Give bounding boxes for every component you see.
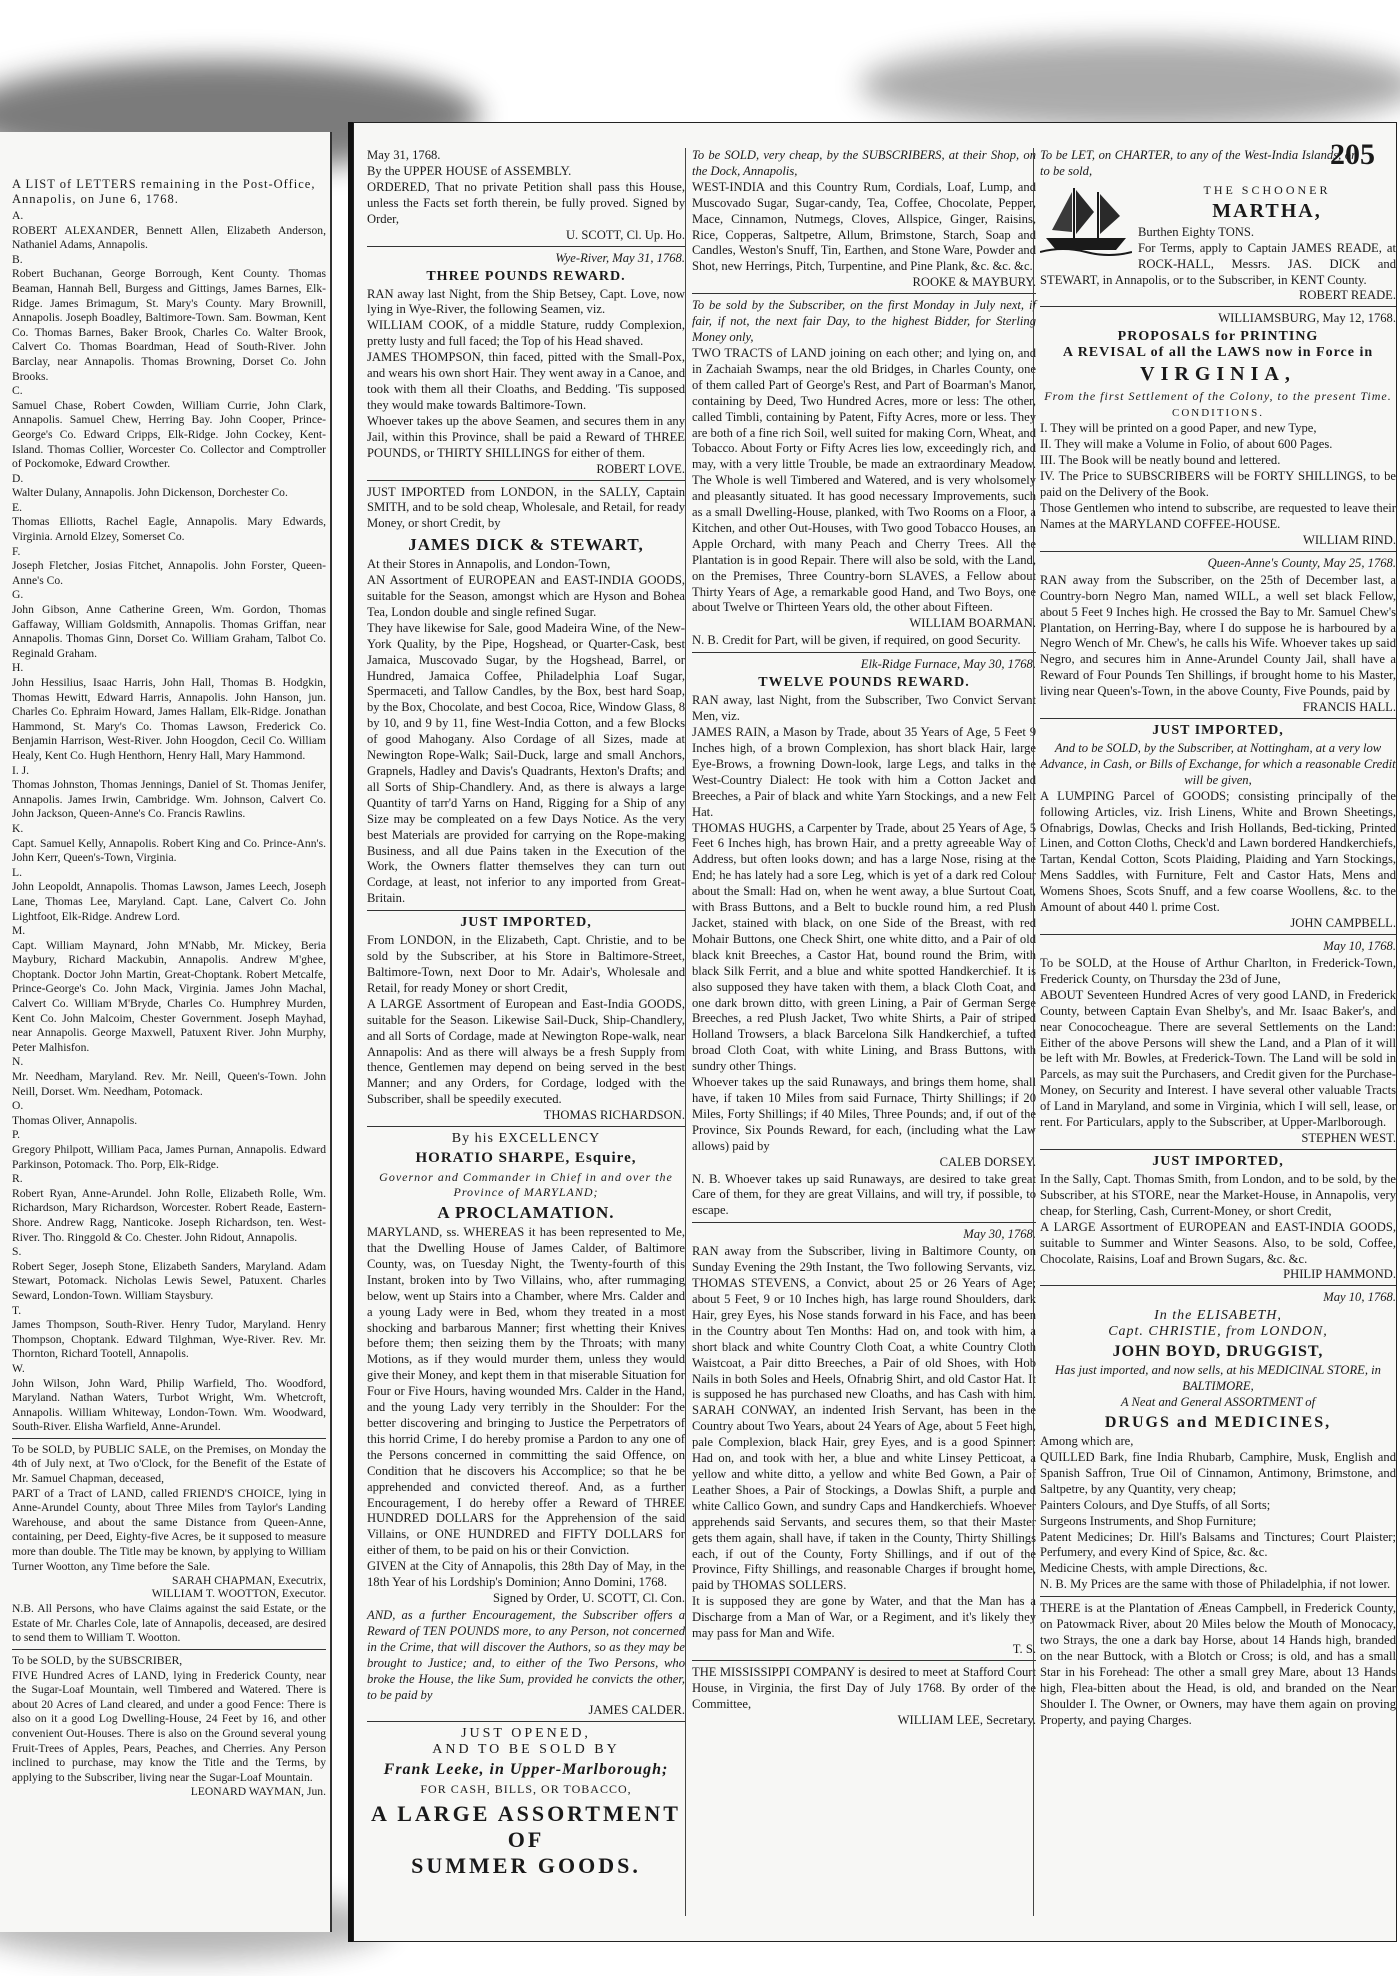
proclamation-signature: Signed by Order, U. SCOTT, Cl. Con. [492, 1590, 685, 1605]
rind-heading: PROPOSALS for PRINTING A REVISAL of all the LAWS now in Force in [1062, 329, 1374, 361]
rooke-signature: ROOKE & MAYBURY. [912, 275, 1036, 290]
hammond-heading: JUST IMPORTED, [1152, 1153, 1284, 1169]
dorsey-heading: TWELVE POUNDS REWARD. [758, 675, 970, 691]
column-3 [685, 148, 1042, 1916]
column-4 [1033, 148, 1397, 1916]
richardson-body: From LONDON, in the Elizabeth, Capt. Christie, and to be sold by the Subscriber, at his Store in Baltimore-Street, Baltimore-Town, next Door to Mr. Adair's, Wholesale and Retail, for ready Money or short Credit, A LARGE Assortment of European and East-India GOODS, suitable for the Season. Likewise Sail-Duck, Ship-Chandlery, and all Sorts of Cordage, made at Newington Rope-walk, near Annapolis: And as there will always be a fresh Supply from thence, Gentlemen may depend on being served in the best Manner; and any Orders, for Cordage, lodged with the Subscriber, shall be speedily executed. [367, 933, 685, 1107]
boarman-signature: WILLIAM BOARMAN. [909, 616, 1036, 631]
hall-signature: FRANCIS HALL. [1302, 700, 1396, 715]
column-1 [12, 174, 326, 1912]
boyd-ship: In the ELISABETH, Capt. CHRISTIE, from LONDON, [1108, 1308, 1328, 1340]
martha-signature: ROBERT READE. [1299, 288, 1396, 303]
wayman-land-notice: To be SOLD, by the SUBSCRIBER, FIVE Hundred Acres of LAND, lying in Frederick County, near the Sugar-Loaf Mountain, well Timbered and Watered. There is about 20 Acres of Land cleared, and under a good Fence: There is also on it a good Log Dwelling-House, 24 Feet by 16, and other convenient Out-Houses. There is also on the Ground several young Fruit-Trees of Apples, Pears, Peaches, and Cherries. Any Person inclined to purchase, may know the Title and the Terms, by applying to the Subscriber, living near the Sugar-Loaf Mountain. [12, 1654, 326, 1784]
richardson-signature: THOMAS RICHARDSON. [543, 1108, 685, 1123]
hall-date: Queen-Anne's County, May 25, 1768. [1207, 555, 1396, 570]
west-signature: STEPHEN WEST. [1301, 1130, 1396, 1145]
divider [367, 1126, 685, 1127]
dick-stewart-body: At their Stores in Annapolis, and London-Town, AN Assortment of EUROPEAN and EAST-INDIA GOODS, suitable for the Season, amongst which are Hyson and Bohea Tea, London double and single refined Sugar. They have likewise for Sale, good Madeira Wine, of the New-York Quality, by the Pipe, Hogshead, or Quarter-Cask, best Jamaica, Muscovado Sugar, by the Hogshead, Barrel, or Hundred, Jamaica Coffee, Philadelphia Loaf Sugar, Spermaceti, and Tallow Candles, by the Box, best hard Soap, by the Box, Chocolate, and best Cocoa, Rice, Window Glass, 8 by 10, and 9 by 11, fine West-India Cotton, and a few Blocks of good Mahogany. Also Cordage of all Sizes, made at Newington Rope-Walk; Sail-Duck, large and small Anchors, Grapnels, Hadley and Davis's Quadrants, Hexton's Drafts; and all Sorts of Ship-Chandlery. And, as there is always a large Quantity of tarr'd Yarns on Hand, Rigging for a Ship of any Size may be compleated on a few Days Notice. As the very best Materials are provided for carrying on the Rope-making Business, and all due Pains taken in the Execution of the Work, the Owners flatter themselves they can turn out Cordage, at least, not inferior to any imported from Great-Britain. [367, 557, 685, 906]
divider [692, 1660, 1036, 1661]
sollers-date: May 30, 1768. [963, 1227, 1036, 1242]
rooke-heading: To be SOLD, very cheap, by the SUBSCRIBERS, at their Shop, on the Dock, Annapolis, [692, 148, 1036, 178]
dorsey-nb: N. B. Whoever takes up said Runaways, are desired to take great Care of them, for they are great Villains, and will try, if possible, to escape. [692, 1171, 1036, 1218]
richardson-heading: JUST IMPORTED, [460, 915, 592, 931]
divider [1040, 1285, 1396, 1286]
calder-signature: JAMES CALDER. [588, 1703, 685, 1718]
dick-stewart-name: JAMES DICK & STEWART, [408, 535, 644, 555]
campbell-signature: JOHN CAMPBELL. [1290, 916, 1396, 930]
boyd-drugs-heading: DRUGS and MEDICINES, [1104, 1414, 1332, 1432]
divider [367, 480, 685, 481]
rind-conditions-heading: CONDITIONS. [1172, 407, 1264, 420]
love-reward-signature: ROBERT LOVE. [596, 461, 685, 476]
ink-smudge [860, 40, 1400, 130]
divider [1040, 1149, 1396, 1150]
dick-stewart-intro: JUST IMPORTED from LONDON, in the SALLY, Captain SMITH, and to be sold cheap, Wholesale, and Retail, for ready Money, or short Credit, by [367, 484, 685, 531]
campbell-heading: JUST IMPORTED, [1152, 723, 1284, 739]
boarman-body: TWO TRACTS of LAND joining on each other; and lying on, and in Zachaiah Swamps, near the old Bridges, in Charles County, one of them called Part of George's Rest, and Part of Boarman's Manor, containing by Deed, Two Hundred Acres, more or less: The other, called Timbli, containing by Patent, Fifty Acres, more or less. They are both of a fine rich Soil, well suited for making Corn, Wheat, and Tobacco. About Forty or Fifty Acres lies low, exceedingly rich, and may, with a very little Trouble, be made an extraordinary Meadow. The Whole is well Timbered and Watered, and is very wholsomely and pleasantly situated. It has good necessary Improvements, such as a small Dwelling-House, planked, with Two Rooms on a Floor, a Kitchen, and other Out-Houses, with Two good Tobacco Houses, an Apple Orchard, with many Peach and Cherry Trees. All the Plantation is in good Repair. There will also be sold, with the Land, on the Premises, Three Country-born SLAVES, a Fellow about Thirty Years of Age, a remarkable good Hand, and Two Boys, one about Twelve or Thirteen Years old, the other about Fifteen. [692, 345, 1036, 615]
chapman-sale-nb: N.B. All Persons, who have Claims against the said Estate, or the Estate of Mr. Charles Cole, late of Annapolis, deceased, are desired to send them to William T. Wootton. [12, 1602, 326, 1645]
divider [1040, 551, 1396, 552]
sollers-body: RAN away from the Subscriber, living in Baltimore County, on Sunday Evening the 29th Instant, the Two following Servants, viz. THOMAS STEVENS, a Convict, about 25 or 26 Years of Age; about 5 Feet, 9 or 10 Inches high, has large round Shoulders, dark Hair, grey Eyes, his Nose stands forward in his Face, and has been in the Country about Ten Months: Had on, and took with him, a short black and white Country Cloth Coat, a white Country Cloth Waistcoat, a Pair ditto Breeches, a Pair of old Shoes, with Hob Nails in both Soles and Heels, Ofnabrig Shirt, and old Castor Hat. It is supposed he has purchased new Cloaths, and has Cash with him. SARAH CONWAY, an indented Irish Servant, has been in the Country about Two Years, about 24 Years of Age, about 5 Feet high, pale Complexion, black Hair, grey Eyes, and is a good Spinner: Had on, and took with her, a blue and white Linsey Petticoat, a yellow and white ditto, a yellow and white Bed Gown, a Pair of Leather Shoes, a Pair of Stockings, a Dowlas Shift, a purple and white Callico Gown, and sundry Caps and Handkerchiefs. Whoever apprehends said Servants, and secures them, so that their Master gets them again, shall have, if taken in the County, Thirty Shillings each, if out of the County, Forty Shillings, and if out of the Province, Fifty Shillings, and reasonable Charges if brought home, paid by THOMAS SOLLERS. It is supposed they are gone by Water, and that the Man has a Discharge from a Man of War, or a Regiment, and it's likely they may pass for Man and Wife. [692, 1244, 1036, 1641]
martha-heading: To be LET, on CHARTER, to any of the West-India Islands, or to be sold, [1040, 148, 1356, 178]
hammond-signature: PHILIP HAMMOND. [1283, 1267, 1396, 1282]
boyd-body: Among which are, QUILLED Bark, fine India Rhubarb, Camphire, Musk, English and Spanish Saffron, True Oil of Cinnamon, Antimony, Brimstone, and Saltpetre, by any Quantity, very cheap; Painters Colours, and Dye Stuffs, of all Sorts; Surgeons Instruments, and Shop Furniture; Patent Medicines; Dr. Hill's Balsams and Tinctures; Court Plaister; Perfumery, and every Kind of Spice, &c. &c. Medicine Chests, with ample Directions, &c. N. B. My Prices are the same with those of Philadelphia, if not lower. [1040, 1434, 1396, 1592]
rind-virginia: VIRGINIA, [1140, 363, 1296, 386]
mississippi-company-notice: THE MISSISSIPPI COMPANY is desired to meet at Stafford Court House, in Virginia, the first Day of July 1768. By order of the Committee, [692, 1664, 1036, 1711]
martha-vessel-name: MARTHA, [1212, 199, 1322, 222]
leeke-heading: JUST OPENED, AND TO BE SOLD BY [432, 1726, 620, 1758]
proclamation-governor-name: HORATIO SHARPE, Esquire, [415, 1150, 637, 1167]
love-reward-body: RAN away last Night, from the Ship Betsey, Capt. Love, now lying in Wye-River, the following Seamen, viz. WILLIAM COOK, of a middle Stature, ruddy Complexion, pretty lusty and full faced; the Top of his Head shaved. JAMES THOMPSON, thin faced, pitted with the Small-Pox, and wears his own short Hair. They went away in a Canoe, and took with them all their Cloaths, and Bedding. 'Tis supposed they would make towards Baltimore-Town. Whoever takes up the above Seamen, and secures them in any Jail, within this Province, shall be paid a Reward of THREE POUNDS, or THIRTY SHILLINGS for either of them. [367, 286, 685, 460]
west-date: May 10, 1768. [1323, 939, 1396, 953]
dorsey-body: RAN away, last Night, from the Subscriber, Two Convict Servant Men, viz. JAMES RAIN, a Mason by Trade, about 35 Years of Age, 5 Feet 9 Inches high, of a brown Complexion, has short black Hair, large Eye-Brows, a frowning Down-look, large Legs, and talks in the West-Country Dialect: He took with him a Cotton Jacket and Breeches, a Pair of black and white Yarn Stockings, and a new Felt Hat. THOMAS HUGHS, a Carpenter by Trade, about 25 Years of Age, 5 Feet 6 Inches high, has brown Hair, and a pretty agreeable Way of Address, but often looks down; and has a large Nose, rising at the End; he has lately had a sore Leg, which is yet of a dark red Colour about the Small: Had on, when he went away, a blue Surtout Coat, with Brass Buttons, and a Belt to buckle round him, a red Plush Jacket, stained with black, on one Side of the Breast, with red Mohair Buttons, one Check Shirt, one white ditto, and a Pair of old black knit Breeches, a Castor Hat, bound round the Brim, with black Silk Ferrit, and a blue and white spotted Handkerchief. It is also supposed they have taken with them, a black Cloth Coat, and one dark brown ditto, with green Lining, a Pair of German Serge Breeches, a red Plush Jacket, Two white Shirts, a Pair of striped Holland Trowsers, a black Barcelona Silk Handkerchief, a tufted broad Cloth Coat, with white Lining, and Brass Buttons, with sundry other Things. Whoever takes up the said Runaways, and brings them home, shall have, if taken 10 Miles from said Furnace, Thirty Shillings; if 20 Miles, Forty Shillings; if 40 Miles, Three Pounds; and, if out of the Province, Six Pounds Reward, for each, (including what the Law allows) paid by [692, 693, 1036, 1153]
campbell-subheading: And to be SOLD, by the Subscriber, at Nottingham, at a very low Advance, in Cash, or Bills of Exchange, for which a reasonable Credit will be given, [1040, 741, 1396, 787]
divider [1040, 306, 1396, 307]
left-page-column [0, 132, 330, 1932]
upper-house-signature: U. SCOTT, Cl. Up. Ho. [565, 227, 685, 242]
divider [367, 910, 685, 911]
column-2 [361, 148, 691, 1916]
letters-list: A. ROBERT ALEXANDER, Bennett Allen, Elizabeth Anderson, Nathaniel Adams, Annapolis. B. Robert Buchanan, George Borrough, Kent County. Thomas Beaman, Hannah Bell, Burgess and Gittings, James Barnes, Elk-Ridge. James Brimagum, St. Mary's County. Mary Brownill, Annapolis. Joseph Boadley, Baltimore-Town. Sam. Bowman, Kent Co. Thomas Barnes, Baker Brook, Charles Co. Walter Brook, Calvert Co. Thomas Boardman, Head of South-River. John Barclay, near Annapolis. Thomas Browning, Dorset Co. John Brooks. C. Samuel Chase, Robert Cowden, William Currie, John Clark, Annapolis. Samuel Chew, Herring Bay. John Cooper, Prince-George's Co. Edward Cripps, Elk-Ridge. John Cockey, Kent-Island. Thomas Collier, Worcester Co. Collector and Comptroller of Pockomoke, Edward Crowther. D. Walter Dulany, Annapolis. John Dickenson, Dorchester Co. E. Thomas Elliotts, Rachel Eagle, Annapolis. Mary Edwards, Virginia. Arnold Elzey, Somerset Co. F. Joseph Fletcher, Josias Fitchet, Annapolis. John Forster, Queen-Anne's Co. G. John Gibson, Anne Catherine Green, Wm. Gordon, Thomas Gaffaway, William Goldsmith, Annapolis. Thomas Griffan, near Annapolis. Thomas Ginn, Dorset Co. William Graham, Talbot Co. Reginald Graham. H. John Hessilius, Isaac Harris, John Hall, Thomas B. Hodgkin, Thomas Hewitt, Edward Harris, Annapolis. John Hanson, jun. Charles Co. Ephraim Howard, James Hallam, Elk-Ridge. Jonathan Hammond, St. Mary's Co. Thomas Lawson, Frederick Co. Benjamin Harrison, West-River. John Hoogdon, Cecil Co. William Healy, Kent Co. Hugh Henthorn, Henry Hall, Mary Hammond. I. J. Thomas Johnston, Thomas Jennings, Daniel of St. Thomas Jenifer, Annapolis. James Irwin, Cambridge. Wm. Johnson, Calvert Co. John Jackson, Queen-Anne's Co. Francis Rawlins. K. Capt. Samuel Kelly, Annapolis. Robert King and Co. Prince-Ann's. John Kerr, Queen's-Town, Virginia. L. John Leopoldt, Annapolis. Thomas Lawson, James Leech, Joseph Lane, Thomas Lee, Maryland. Capt. Lane, Calvert Co. John Lightfoot, Elk-Ridge. Andrew Lord. M. Capt. William Maynard, John M'Nabb, Mr. Mickey, Beria Maybury, Richard Mackubin, Annapolis. Andrew M'ghee, Choptank. Doctor John Martin, Great-Choptank. Robert Metcalfe, Prince-George's Co. John Mack, Virginia. James John Machal, Calvert Co. William M'Bryde, Charles Co. Humphrey Murden, Kent Co. John Malcoim, Chester Government. Joseph Mayhad, near Annapolis. George Maxwell, Patuxent River. John Murphy, Peter Malhisfon. N. Mr. Needham, Maryland. Rev. Mr. Neill, Queen's-Town. John Neill, Dorset. Wm. Needham, Potomack. O. Thomas Oliver, Annapolis. P. Gregory Philpott, William Paca, James Purnan, Annapolis. Edward Parkinson, Potomack. Tho. Porp, Elk-Ridge. R. Robert Ryan, Anne-Arundel. John Rolle, Elizabeth Rolle, Wm. Richardson, Mary Richardson, Worcester. Robert Reade, Eastern-Shore. Andrew Ragg, Nanticoke. Joseph Richardson, ten. West-River. Tho. Ringgold & Co. Chester. John Ridout, Annapolis. S. Robert Seger, Joseph Stone, Elizabeth Sanders, Maryland. Adam Stewart, Potomack. Nicholas Lewis Sewel, Patuxent. Charles Seward, London-Town. William Staysbury. T. James Thompson, South-River. Henry Tudor, Maryland. Henry Thompson, Choptank. Edward Tilghman, Wye-River. Rev. Mr. Thornton, Richard Tootell, Annapolis. W. John Wilson, John Ward, Philip Warfield, Tho. Woodford, Maryland. Nathan Waters, Turbot Wright, Wm. Whetcroft, Annapolis. William Whiteway, London-Town. Wm. Woodward, South-River. Elisha Warfield, Anne-Arundel. [12, 209, 326, 1434]
boarman-nb: N. B. Credit for Part, will be given, if required, on good Security. [692, 633, 1021, 648]
right-page [348, 122, 1397, 1942]
proclamation-heading: A PROCLAMATION. [437, 1203, 615, 1223]
mississippi-signature: WILLIAM LEE, Secretary. [897, 1712, 1036, 1727]
hammond-body: In the Sally, Capt. Thomas Smith, from London, and to be sold, by the Subscriber, at his STORE, near the Market-House, in Annapolis, very cheap, for Sterling, Cash, Current-Money, or short Credit, A LARGE Assortment of EUROPEAN and EAST-INDIA GOODS, suitable to Summer and Winter Seasons. Also, to be sold, Coffee, Chocolate, Raisins, Loaf and Brown Sugars, &c. &c. [1040, 1171, 1396, 1266]
martha-body: Burthen Eighty TONS. For Terms, apply to Captain JAMES READE, at ROCK-HALL, Messrs. JAS. DICK and STEWART, in Annapolis, or to the Subscriber, in KENT County. [1040, 224, 1396, 287]
chapman-sale-signature: SARAH CHAPMAN, Executrix, WILLIAM T. WOOTTON, Executor. [151, 1574, 326, 1601]
divider [1040, 934, 1396, 935]
martha-vessel-type: THE SCHOONER [1203, 182, 1331, 197]
divider [692, 293, 1036, 294]
divider [367, 246, 685, 247]
dorsey-signature: CALEB DORSEY. [939, 1154, 1036, 1169]
rind-signature: WILLIAM RIND. [1302, 532, 1396, 547]
boyd-intro: Has just imported, and now sells, at his MEDICINAL STORE, in BALTIMORE, A Neat and General ASSORTMENT of [1055, 1363, 1381, 1410]
rind-date: WILLIAMSBURG, May 12, 1768. [1218, 311, 1396, 326]
divider [12, 1649, 326, 1650]
campbell-body: A LUMPING Parcel of GOODS; consisting principally of the following Articles, viz. Irish Linens, White and Brown Sheetings, Ofnabrigs, Dowlas, Checks and Irish Hollands, Bed-ticking, Printed Linen, and Cotton Cloths, Check'd and Lawn bordered Handkerchiefs, Tartan, Kendal Cotton, Scots Plaiding, Plaiding and Yarn Stockings, Mens Saddles, with Furniture, Felt and Castor Hats, Mens and Womens Shoes, Scots Snuff, and a few coarse Woollens, &c. to the Amount of about 440 l. prime Cost. [1040, 788, 1396, 915]
leeke-summer-goods: A LARGE ASSORTMENT OF SUMMER GOODS. [371, 1801, 681, 1879]
boarman-heading: To be sold by the Subscriber, on the first Monday in July next, if fair, if not, the next fair Day, to the highest Bidder, for Sterling Money only, [692, 298, 1036, 345]
rind-conditions: I. They will be printed on a good Paper, and new Type, II. They will make a Volume in Folio, of about 600 Pages. III. The Book will be neatly bound and lettered. IV. The Price to SUBSCRIBERS will be FORTY SHILLINGS, to be paid on the Delivery of the Book. Those Gentlemen who intend to subscribe, are requested to leave their Names at the MARYLAND COFFEE-HOUSE. [1040, 421, 1396, 531]
campbell-strays-notice: THERE is at the Plantation of Æneas Campbell, in Frederick County, on Patowmack River, about 20 Miles below the Mouth of Monocacy, two Strays, the one a dark bay Horse, about 14 Hands high, branded on the near Buttock, with a Blotch or Cross; is old, and has a small Star in his Forehead: The other a small grey Mare, about 13 Hands high, Flea-bitten about the Head, is old, and branded on the Near Shoulder I. The Owner, or Owners, may have them again on proving Property, and paying Charges. [1040, 1601, 1396, 1727]
proclamation-governor-title: Governor and Commander in Chief in and over the Province of MARYLAND; [379, 1170, 673, 1200]
calder-reward-body: AND, as a further Encouragement, the Subscriber offers a Reward of TEN POUNDS more, to any Person, not concerned in the Crime, that will discover the Authors, so as they may be brought to Justice; and, to either of the Two Persons, who broke the House, the like Sum, provided he convicts the other, to be paid by [367, 1607, 685, 1702]
divider [12, 1438, 326, 1439]
divider [367, 1721, 685, 1722]
leeke-name: Frank Leeke, in Upper-Marlborough; [383, 1761, 669, 1779]
boyd-name: JOHN BOYD, DRUGGIST, [1112, 1343, 1324, 1361]
west-body: To be SOLD, at the House of Arthur Charlton, in Frederick-Town, Frederick County, on Thursday the 23d of June, ABOUT Seventeen Hundred Acres of very good LAND, in Frederick County, between Captain Evan Shelby's, and Mr. Isaac Baker's, and near Conococheague. There are several Settlements on the Land: Either of the above Persons will shew the Land, and a Plan of it will be left with Mr. Bowles, at Frederick-Town. The Land will be sold in Parcels, as may suit the Purchasers, and Credit given for the Purchase-Money, on Security and Interest. I have several other valuable Tracts of Land in Maryland, and some in Virginia, which I will sell, lease, or rent. For Particulars, apply to the Subscriber, at Upper-Marlborough. [1040, 956, 1396, 1130]
hall-body: RAN away from the Subscriber, on the 25th of December last, a Country-born Negro Man, named WILL, a well set black Fellow, about 5 Feet 9 Inches high. He crossed the Bay to Mr. Samuel Chew's Plantation, on Herring-Bay, where I do suppose he is harboured by a Negro Wench of Mr. Chew's, he calls his Wife. Whoever takes up said Negro, and secures him in Anne-Arundel County Jail, shall have a Reward of Four Pounds Ten Shillings, if brought home to his Master, living near Queen's-Town, in the above County, Five Pounds, paid by [1040, 572, 1396, 699]
proclamation-by: By his EXCELLENCY [451, 1131, 601, 1147]
leeke-payment: FOR CASH, BILLS, OR TOBACCO, [420, 1782, 632, 1797]
dorsey-date: Elk-Ridge Furnace, May 30, 1768. [860, 657, 1036, 672]
rind-from: From the first Settlement of the Colony, to the present Time. [1044, 389, 1392, 404]
boyd-date: May 10, 1768. [1323, 1290, 1396, 1305]
letters-title: A LIST of LETTERS remaining in the Post-Office, Annapolis, on June 6, 1768. [12, 177, 316, 206]
upper-house-order: May 31, 1768. By the UPPER HOUSE of ASSEMBLY. ORDERED, That no private Petition shall pass this House, unless the Facts set forth therein, be fully proved. Signed by Order, [367, 148, 685, 226]
divider [1040, 718, 1396, 719]
ship-illustration [1040, 182, 1132, 256]
proclamation-body: MARYLAND, ss. WHEREAS it has been represented to Me, that the Dwelling House of James Calder, of Baltimore County, was, on Tuesday Night, the Twenty-fourth of this Instant, broken into by Two Villains, who, after rummaging below, went up Stairs into a Chamber, where Mrs. Calder and a young Lady were in Bed, whom they treated in a most shocking and barbarous Manner; first whetting their Knives before them; then seizing them by the Throats; with many Motions, as if they would murder them, unless they would give their Money, and kept them in that miserable Situation for Four or Five Hours, having wounded Mrs. Calder in the Hand, and the young Lady very terribly in the Shoulder: For the better discovering and bringing to Justice the Perpetrators of this horrid Crime, I do hereby promise a Pardon to any one of the Persons concerned in committing the said Offence, on Condition that he discovers his Accomplice; so that he be apprehended and convicted thereof. And, as a further Encouragement, I do hereby offer a Reward of THREE HUNDRED DOLLARS for the Apprehension of the said Villains, or ONE HUNDRED and FIFTY DOLLARS for either of them, to be paid on his or their Conviction. GIVEN at the City of Annapolis, this 28th Day of May, in the 18th Year of his Lordship's Dominion; Anno Domini, 1768. [367, 1225, 685, 1590]
divider [692, 652, 1036, 653]
sollers-signature: T. S. [1012, 1641, 1036, 1656]
wayman-signature: LEONARD WAYMAN, Jun. [190, 1785, 326, 1799]
rooke-body: WEST-INDIA and this Country Rum, Cordials, Loaf, Lump, and Muscovado Sugar, Sugar-candy, Tea, Coffee, Chocolate, Pepper, Mace, Cinnamon, Nutmegs, Cloves, Allspice, Ginger, Raisins, Rice, Copperas, Saltpetre, Allum, Brimstone, Starch, Soap and Candles, Weston's Snuff, Tin, Earthen, and Stone Ware, Powder and Shot, new Herrings, Pitch, Turpentine, and Pine Plank, &c. &c. &c. [692, 179, 1036, 274]
divider [692, 1222, 1036, 1223]
love-reward-date: Wye-River, May 31, 1768. [555, 250, 685, 265]
page-number: 205 [1330, 138, 1375, 171]
divider [1040, 1596, 1396, 1597]
love-reward-heading: THREE POUNDS REWARD. [426, 268, 626, 284]
chapman-sale-notice: To be SOLD, by PUBLIC SALE, on the Premises, on Monday the 4th of July next, at Two o'Clock, for the Benefit of the Estate of Mr. Samuel Chapman, deceased, PART of a Tract of LAND, called FRIEND'S CHOICE, lying in Anne-Arundel County, about Three Miles from Taylor's Landing Warehouse, and about the same Distance from Queen-Anne, containing, per Deed, Eighty-five Acres, be it supposed to measure more than double. The Title may be known, by applying to William Turner Wootton, any Time before the Sale. [12, 1442, 326, 1573]
